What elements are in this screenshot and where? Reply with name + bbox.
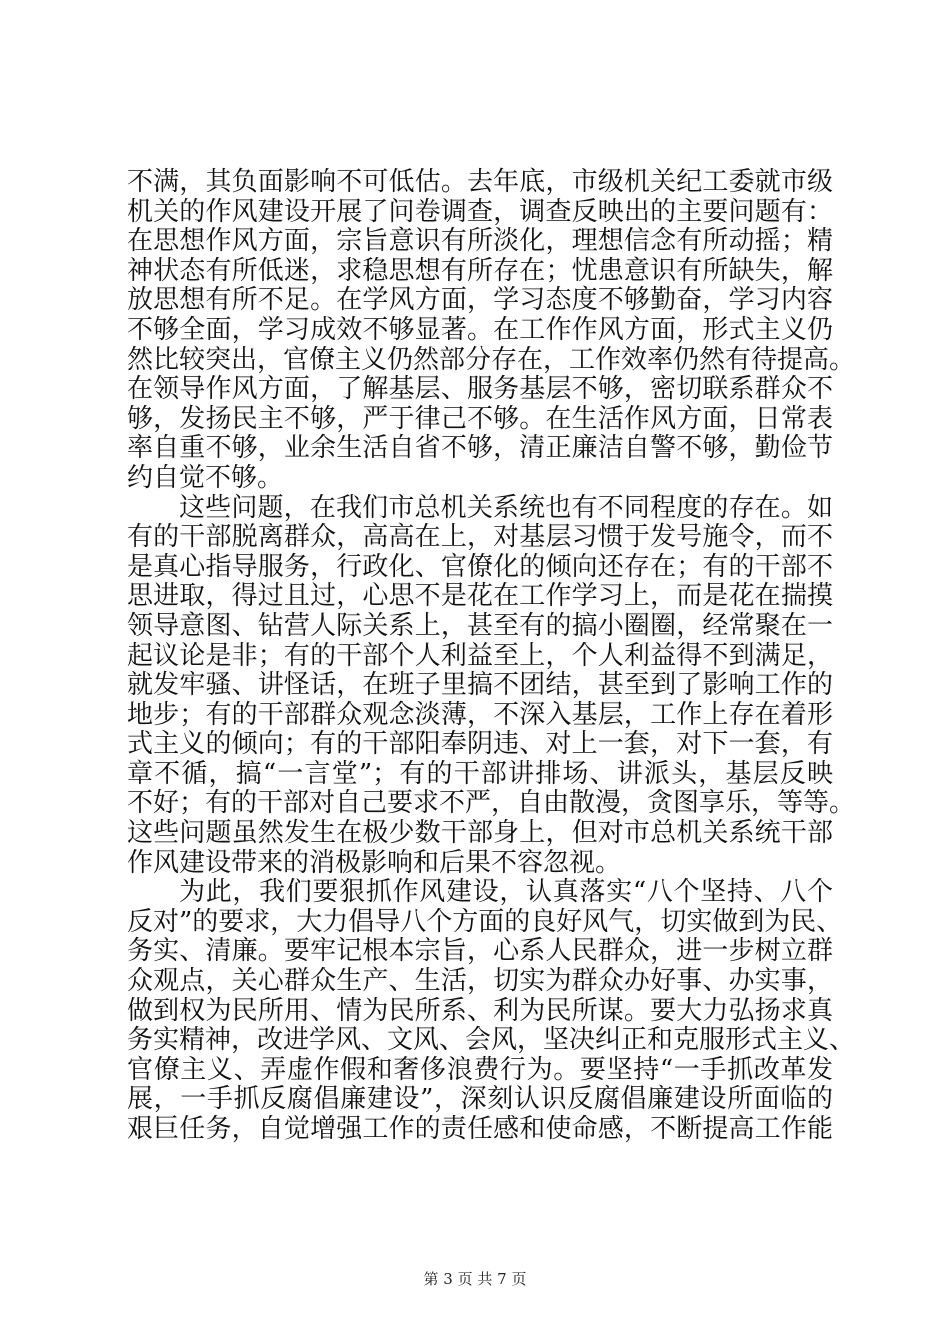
text-line: 起议论是非；有的干部个人利益至上，个人利益得不到满足， [127,640,833,671]
text-line: 这些问题虽然发生在极少数干部身上，但对市总机关系统干部 [127,818,833,849]
text-line: 在领导作风方面，了解基层、服务基层不够，密切联系群众不 [127,374,833,405]
text-line: 思进取，得过且过，心思不是花在工作学习上，而是花在揣摸 [127,581,833,612]
text-line: 反对”的要求，大力倡导八个方面的良好风气，切实做到为民、 [127,906,843,937]
text-line: 够，发扬民主不够，严于律己不够。在生活作风方面，日常表 [127,403,833,434]
text-line: 作风建设带来的消极影响和后果不容忽视。 [127,847,622,878]
text-line: 率自重不够，业余生活自省不够，清正廉洁自警不够，勤俭节 [127,433,833,464]
text-line: 众观点，关心群众生产、生活，切实为群众办好事、办实事， [127,966,833,997]
text-line: 不够全面，学习成效不够显著。在工作作风方面，形式主义仍 [127,314,833,345]
text-line: 不好；有的干部对自己要求不严，自由散漫，贪图享乐，等等。 [127,788,856,819]
text-line: 领导意图、钻营人际关系上，甚至有的搞小圈圈，经常聚在一 [127,610,833,641]
text-line: 不满，其负面影响不可低估。去年底，市级机关纪工委就市级 [127,167,833,197]
text-line: 就发牢骚、讲怪话，在班子里搞不团结，甚至到了影响工作的 [127,670,833,701]
text-line: 展，一手抓反腐倡廉建设”，深刻认识反腐倡廉建设所面临的 [127,1084,833,1115]
text-line: 官僚主义、弄虚作假和奢侈浪费行为。要坚持“一手抓改革发 [127,1054,833,1085]
body-text [127,167,856,1145]
text-line: 务实精神，改进学风、文风、会风，坚决纠正和克服形式主义、 [127,1025,856,1056]
text-line: 机关的作风建设开展了问卷调查，调查反映出的主要问题有： [127,196,833,227]
text-line: 是真心指导服务，行政化、官僚化的倾向还存在；有的干部不 [127,551,833,582]
text-line: 然比较突出，官僚主义仍然部分存在，工作效率仍然有待提高。 [127,344,856,375]
page-footer: 第 3 页 共 7 页 [423,1270,527,1288]
paragraph [127,877,856,1144]
text-line: 艰巨任务，自觉增强工作的责任感和使命感，不断提高工作能 [127,1114,833,1144]
text-line: 为此，我们要狠抓作风建设，认真落实“八个坚持、八个 [179,877,833,908]
text-line: 约自觉不够。 [127,462,284,493]
text-line: 做到权为民所用、情为民所系、利为民所谋。要大力弘扬求真 [127,995,833,1026]
text-line: 神状态有所低迷，求稳思想有所存在；忧患意识有所缺失，解 [127,255,833,286]
text-line: 放思想有所不足。在学风方面，学习态度不够勤奋，学习内容 [127,285,833,316]
text-line: 式主义的倾向；有的干部阳奉阴违、对上一套，对下一套，有 [127,729,833,760]
paragraph [127,492,856,879]
text-line: 章不循，搞“一言堂”；有的干部讲排场、讲派头，基层反映 [127,758,833,789]
paragraph [127,167,856,494]
text-line: 这些问题，在我们市总机关系统也有不同程度的存在。如 [179,492,833,523]
text-line: 在思想作风方面，宗旨意识有所淡化，理想信念有所动摇；精 [127,226,833,257]
text-line: 有的干部脱离群众，高高在上，对基层习惯于发号施令，而不 [127,522,833,553]
text-line: 务实、清廉。要牢记根本宗旨，心系人民群众，进一步树立群 [127,936,833,967]
text-line: 地步；有的干部群众观念淡薄，不深入基层，工作上存在着形 [127,699,833,730]
